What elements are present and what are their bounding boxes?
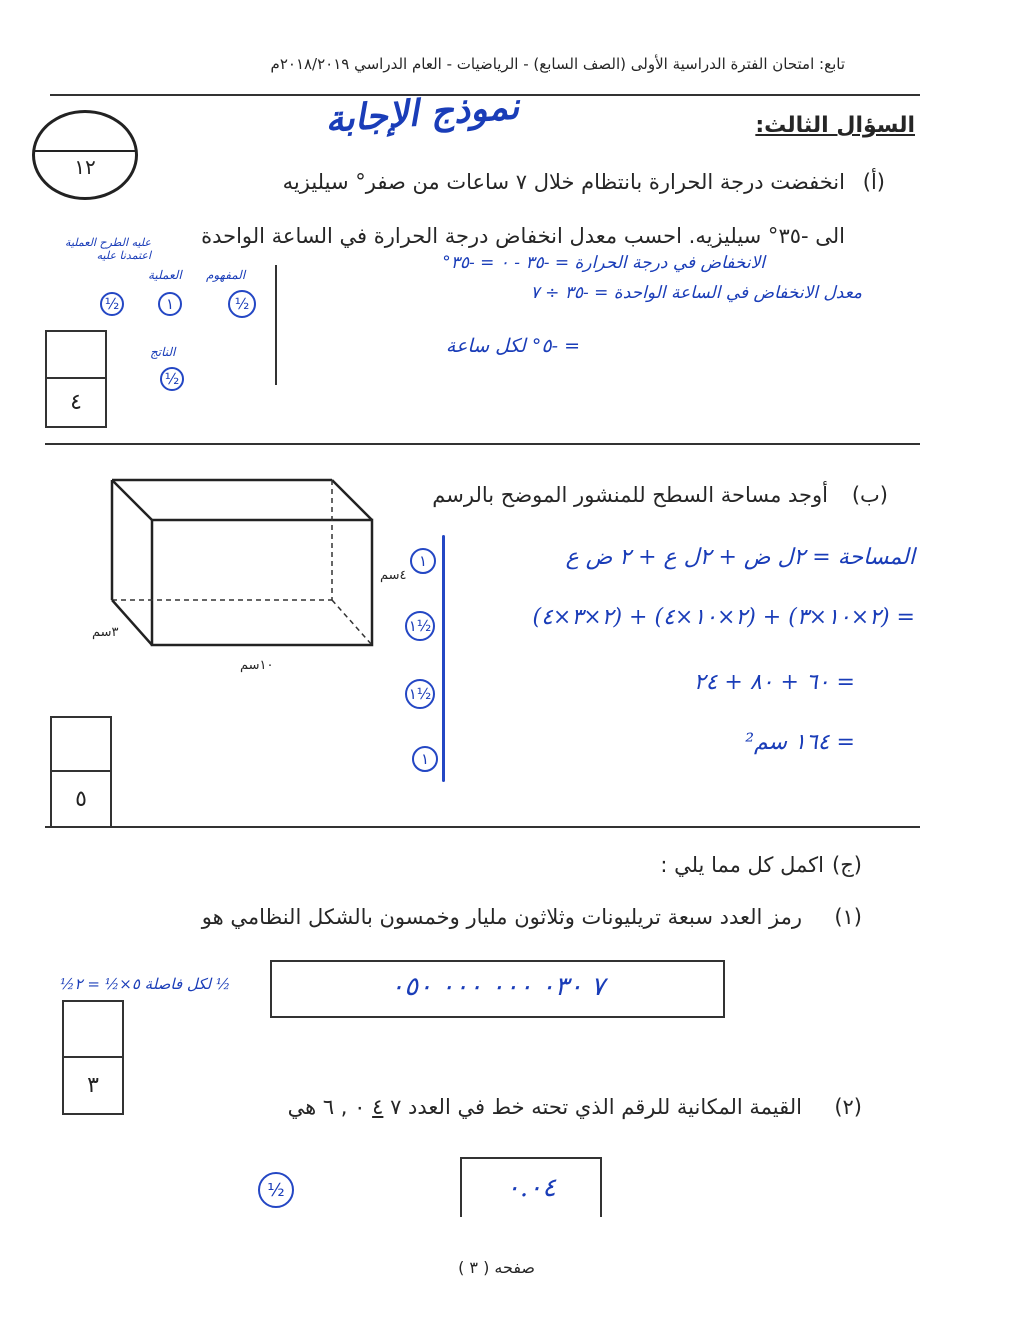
part-b-mark-4: ١	[412, 746, 438, 772]
part-b-divider	[442, 535, 445, 782]
rubric-note: عليه الطرح العملية اعتمدنا عليه	[65, 236, 151, 262]
rubric-mark-2: ١	[158, 292, 182, 316]
part-a-work-2: معدل الانخفاض في الساعة الواحدة = -٣٥ ÷ ٧	[530, 283, 862, 303]
part-c-q1-label: (١)	[834, 905, 862, 929]
part-c-q2-underlined-digit: ٤	[372, 1095, 384, 1119]
part-b-mark-3: ١½	[405, 679, 435, 709]
prism-width-label: ٣سم	[92, 625, 119, 640]
rubric-mark-4: ½	[160, 367, 184, 391]
part-a-divider	[275, 265, 277, 385]
part-b-score: ٥	[75, 786, 87, 812]
part-c-label: (ج)	[832, 853, 862, 877]
part-b-work-1: المساحة = ٢ل ض + ٢ل ع + ٢ ض ع	[565, 545, 915, 570]
part-c-q2-text-before: القيمة المكانية للرقم الذي تحته خط في العدد ٧	[390, 1095, 802, 1119]
part-a-line1: انخفضت درجة الحرارة بانتظام خلال ٧ ساعات من صفر° سيليزيه	[282, 170, 845, 194]
part-c-q1-answer: ٧ ٠٣٠ ٠٠٠ ٠٠٠ ٠٥٠	[390, 972, 605, 1002]
part-b-work-4: = ١٦٤ سم²	[745, 730, 855, 755]
page-number: صفحه ( ٣ )	[458, 1258, 535, 1277]
exam-header: تابع: امتحان الفترة الدراسية الأولى (الصف السابع) - الرياضيات - العام الدراسي ٢٠١٨/٢٠١٩م	[270, 55, 845, 73]
rubric-mark-3: ½	[228, 290, 256, 318]
part-c-q1-score-box	[62, 1000, 124, 1115]
rubric-mark-1: ½	[100, 292, 124, 316]
part-c-q1-answer-box	[270, 960, 725, 1018]
part-a-work-1: الانخفاض في درجة الحرارة = -٣٥ - ٠ = -٣٥°	[442, 253, 765, 273]
part-c-q1-mark-note: ½ لكل فاصلة ٥×½ = ٢½	[60, 975, 231, 993]
prism-height-label: ٤سم	[380, 568, 407, 583]
part-b-label: (ب)	[851, 483, 888, 507]
part-c-q2-answer: ٠.٠٤	[505, 1173, 557, 1203]
part-c-q2-mark: ½	[258, 1172, 294, 1208]
part-a-line2: الى -٣٥° سيليزيه. احسب معدل انخفاض درجة الحرارة في الساعة الواحدة	[201, 224, 845, 248]
section-divider-1	[45, 443, 920, 445]
part-b-work-3: = ٦٠ + ٨٠ + ٢٤	[693, 670, 855, 695]
prism-length-label: ١٠سم	[240, 658, 274, 673]
rubric-label-result: الناتج	[150, 345, 176, 359]
question-title: السؤال الثالث:	[755, 113, 915, 138]
total-mark: ١٢	[74, 155, 96, 179]
part-b-text: أوجد مساحة السطح للمنشور الموضح بالرسم	[432, 483, 828, 507]
part-c-q2-label: (٢)	[834, 1095, 862, 1119]
total-mark-circle	[32, 110, 138, 200]
part-a-score-box	[45, 330, 107, 428]
part-c-q2-text	[288, 1095, 802, 1119]
part-b-mark-1: ١	[410, 548, 436, 574]
part-b-mark-2: ١½	[405, 611, 435, 641]
part-c-q1-score: ٣	[87, 1072, 99, 1098]
part-a-label: (أ)	[862, 170, 885, 194]
part-c-q2-text-after: ٠ , ٦ هي	[287, 1095, 366, 1119]
part-a-score: ٤	[70, 390, 82, 415]
part-b-score-box	[50, 716, 112, 828]
part-a-work-3: = -٥° لكل ساعة	[445, 335, 580, 357]
section-divider-2	[45, 826, 920, 828]
part-b-work-2: = (٢×١٠×٣) + (٢×١٠×٤) + (٢×٣×٤)	[532, 605, 915, 630]
answer-key-stamp: نموذج الإجابة	[323, 85, 521, 141]
rubric-label-concept: المفهوم	[206, 268, 246, 282]
part-c-q1-text: رمز العدد سبعة تريليونات وثلاثون مليار وخمسون بالشكل النظامي هو	[201, 905, 802, 929]
prism-diagram	[100, 470, 390, 660]
part-c-q2-answer-box	[460, 1157, 602, 1217]
part-c-title: اكمل كل مما يلي :	[660, 853, 824, 877]
rubric-label-process: العملية	[148, 268, 182, 282]
